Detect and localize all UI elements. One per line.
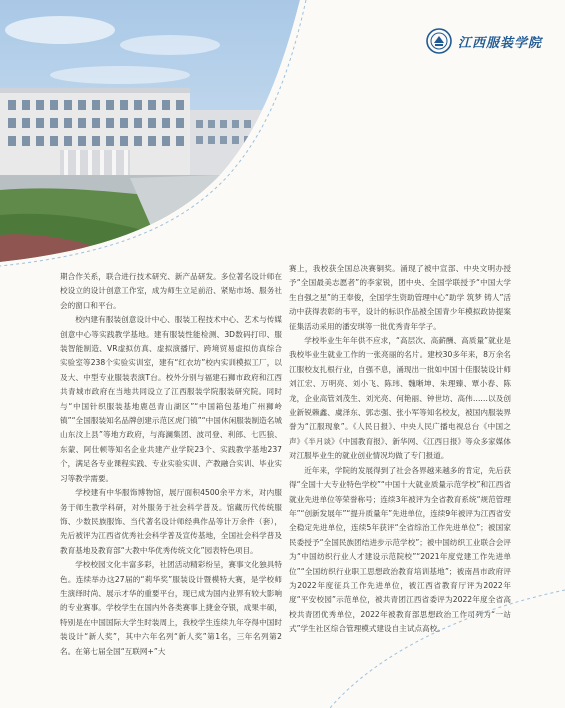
paragraph: 期合作关系，联合进行技术研究、新产品研发。多位著名设计师在校设立的设计创意工作室，成为师生立足前沿、紧贴市场、服务社会的窗口和平台。 bbox=[60, 272, 282, 310]
paragraph: 近年来，学院的发展得到了社会各界越来越多的肯定，先后获得“全国十大专业特色学校”“中国十大就业质量示范学校”和江西省就业先进单位等荣誉称号；连续3年被评为全省教育系统“规范管理年”“创新发展年”“提升质量年”先进单位，连续9年被评为江西省安全稳定先进单位，连续5年获评“全省综治工作先进单位”；被国家民委授予“全国民族团结进步示范学校”；被中国纺织工业联合会评为“中国纺织行业人才建设示范院校”“2021年度党建工作先进单位”“全国纺织行业职工思想政治教育培训基地”；被南昌市政府评为2022年度征兵工作先进单位，被江西省教育厅评为2022年度“平安校园”示范单位，被共青团江西省委评为2022年度全省高校共青团优秀单位，2022年被教育部思想政治工作司列为“一站式”学生社区综合管理模式建设自主试点高校。 bbox=[289, 465, 511, 634]
paragraph: 赛上，我校获全国总决赛铜奖。涌现了被中宣部、中央文明办授予“全国最美志愿者”的李家锐，团中央、全国学联授予“中国大学生自强之星”的王奉俊，全国学生资助管理中心“助学 筑梦 铸人”活动中获得表彰的韦平，设计的标识作品被全国青少年模拟政协提案征集活动采用的潘安琪等一批优秀青年学子。 bbox=[289, 264, 511, 331]
paragraph: 学校校园文化丰富多彩，社团活动精彩纷呈，赛事文化独具特色。连续举办这27届的“莉华奖”服装设计暨模特大赛，是学校师生演绎时尚、展示才华的重要平台，现已成为国内业界有较大影响的专业赛事。学校学生在国内外各类赛事上捷金夺银，成果丰硕，特别是在中国国际大学生时装周上，我校学生连续九年夺得中国时装设计“新人奖”，其中六年名列“新人奖”第1名，三年名列第2名。在第七届全国“互联网+”大 bbox=[60, 560, 282, 656]
paragraph: 学校毕业生年年供不应求，“高层次、高薪酬、高质量”就业是我校毕业生就业工作的一张亮丽的名片。建校30多年来，8万余名江服校友扎根行业，自强不息，涌现出一批如中国十佳服装设计师刘江宏、万明亮、刘小飞、陈玮、魏晰坤、朱理臻、覃小春、陈龙，企业高管刘茂生、刘光亮、何艳丽、钟世坊、高伟……以及创业新锐赖鑫、虞泽东、郭志强、张小军等知名校友，被国内服装界誉为“江服现象”。《人民日报》、中央人民广播电视总台《中国之声》《半月谈》《中国教育报》、新华网、《江西日报》等众多家媒体对江服毕业生的就业创业情况均做了专门报道。 bbox=[289, 336, 511, 461]
school-name-logo-text: 江西服装学院 bbox=[458, 35, 543, 51]
school-logo[interactable] bbox=[426, 26, 556, 56]
article-left-column bbox=[60, 270, 282, 659]
university-emblem-icon bbox=[426, 28, 452, 54]
paragraph: 校内建有服装创意设计中心、服装工程技术中心、艺术与传媒创意中心等实践教学基地。建有服装性能检测、3D数码打印、服装智能制造、VR虚拟仿真、虚拟演播厅、跨境贸易虚拟仿真综合实验室等238个实验实训室，建有“红衣坊”校内实训模拟工厂，以及大、中型专业服装表演T台。校外分别与福建石狮市政府和江西共青城市政府在当地共同设立了江西服装学院服装研究院。同时与“中国针织服装基地鹿邑青山湖区”“中国箱包基地广州狮岭镇”“全国服装知名品牌创建示范区虎门镇”“中国休闲服装制造名城山东汶上县”等地方政府，与海澜集团、波司登、利郎、七匹狼、东蒙、阿仕顿等知名企业共建产业学院23个、实践教学基地237个，满足各专业课程实践、专业实验实训、产教融合实训、毕业实习等教学需要。 bbox=[60, 315, 282, 483]
article-right-column bbox=[289, 262, 511, 637]
paragraph: 学校建有中华服饰博物馆，展厅面积4500余平方米，对内服务于师生教学科研，对外服务于社会科学普及。馆藏历代传统服饰、少数民族服饰、当代著名设计师经典作品等计万余件（套），先后被评为江西省优秀社会科学普及宣传基地，全国社会科学普及教育基地及教育部“大教中华优秀传统文化”园表特色项目。 bbox=[60, 488, 282, 555]
